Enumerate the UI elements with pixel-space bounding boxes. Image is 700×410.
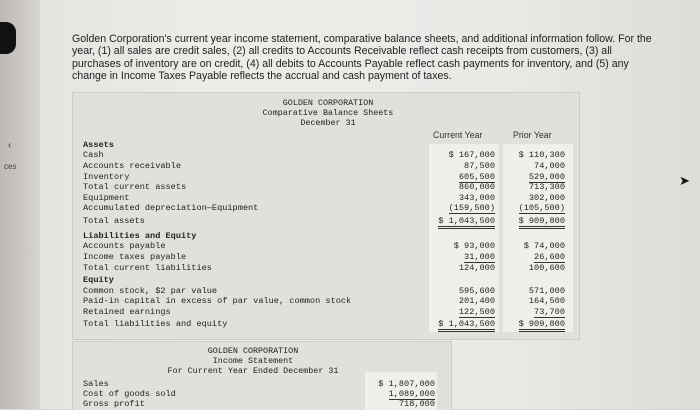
balance-row-label: Inventory — [83, 172, 130, 182]
prior-year-value: 713,300 — [528, 182, 565, 192]
sidebar-tab-marker[interactable] — [0, 22, 16, 54]
income-company: GOLDEN CORPORATION — [207, 346, 299, 356]
balance-row-label: Liabilities and Equity — [83, 231, 197, 241]
current-year-value: 124,000 — [458, 263, 495, 273]
income-row-label: Cost of goods sold — [83, 389, 176, 399]
prior-year-value: 74,000 — [534, 161, 565, 171]
current-year-value: $ 1,043,500 — [438, 319, 495, 332]
balance-row-label: Retained earnings — [83, 307, 171, 317]
balance-row-label: Common stock, $2 par value — [83, 286, 218, 296]
balance-row-label: Total current liabilities — [83, 263, 212, 273]
current-year-value: 860,000 — [458, 182, 495, 192]
cursor-arrow-icon: ➤ — [679, 173, 690, 188]
income-value: $ 1,807,000 — [378, 379, 435, 389]
balance-sheet-header — [213, 98, 443, 128]
income-period: For Current Year Ended December 31 — [167, 366, 339, 376]
balance-row-label: Total current assets — [83, 182, 187, 192]
current-year-value: $ 1,043,500 — [438, 216, 495, 229]
prior-year-value: $ 909,800 — [519, 216, 565, 229]
prior-year-value: $ 909,800 — [519, 319, 565, 332]
prior-year-value: 571,000 — [528, 286, 565, 296]
prior-year-value: (105,500) — [518, 203, 565, 213]
prior-year-value: 529,000 — [528, 172, 565, 182]
current-year-value: 122,500 — [458, 307, 495, 317]
balance-row-label: Cash — [83, 150, 104, 160]
balance-company: GOLDEN CORPORATION — [282, 98, 374, 108]
current-year-value: $ 93,000 — [453, 241, 495, 251]
current-year-value: $ 167,000 — [448, 150, 495, 160]
balance-row-label: Assets — [83, 140, 114, 150]
balance-row-label: Total assets — [83, 216, 145, 226]
current-year-value: 201,400 — [458, 296, 495, 306]
prior-year-value: 73,700 — [534, 307, 565, 317]
income-value: 1,089,000 — [388, 389, 435, 399]
current-year-value: 605,500 — [458, 172, 495, 182]
balance-sheet-panel — [72, 92, 580, 340]
col-prior-year: Prior Year — [513, 130, 552, 140]
balance-row-label: Income taxes payable — [83, 252, 187, 262]
prior-year-value: $ 110,300 — [518, 150, 565, 160]
prior-year-value: 26,600 — [534, 252, 565, 262]
chevron-left-icon[interactable]: ‹ — [8, 140, 12, 151]
problem-intro: Golden Corporation's current year income statement, comparative balance sheets, and additional information follow. For the year, (1) all sales are credit sales, (2) all credits to Accounts Receivable reflect cash receipts from customers, (3) all purchases of inventory are on credit, (4) all debits to Accounts Payable reflect cash payments for inventory, and (5) any change in Income Taxes Payable reflects the accrual and cash payment of taxes. — [72, 33, 652, 83]
balance-row-label: Total liabilities and equity — [83, 319, 228, 329]
income-value: 718,000 — [398, 399, 435, 409]
income-title: Income Statement — [212, 356, 294, 366]
income-statement-panel — [72, 341, 452, 410]
sidebar-label: ces — [4, 162, 17, 171]
balance-row-label: Accounts payable — [83, 241, 166, 251]
balance-row-label: Paid-in capital in excess of par value, common stock — [83, 296, 352, 306]
balance-row-label: Accounts receivable — [83, 161, 181, 171]
balance-title: Comparative Balance Sheets — [262, 108, 394, 118]
income-row-label: Sales — [83, 379, 109, 389]
prior-year-value: 164,500 — [528, 296, 565, 306]
prior-year-value: 100,600 — [528, 263, 565, 273]
prior-year-value: $ 74,000 — [523, 241, 565, 251]
col-current-year: Current Year — [433, 130, 483, 140]
prior-year-value: 302,000 — [528, 193, 565, 203]
balance-date: December 31 — [300, 118, 356, 128]
current-year-value: 595,600 — [458, 286, 495, 296]
income-row-label: Gross profit — [83, 399, 145, 409]
current-year-value: 87,500 — [464, 161, 495, 171]
current-year-value: (159,500) — [448, 203, 495, 213]
balance-row-label: Equity — [83, 275, 114, 285]
current-year-value: 343,000 — [458, 193, 495, 203]
left-panel-edge — [0, 0, 40, 409]
current-year-value: 31,000 — [464, 252, 495, 262]
balance-row-label: Accumulated depreciation—Equipment — [83, 203, 259, 213]
balance-row-label: Equipment — [83, 193, 130, 203]
income-header — [153, 346, 353, 376]
